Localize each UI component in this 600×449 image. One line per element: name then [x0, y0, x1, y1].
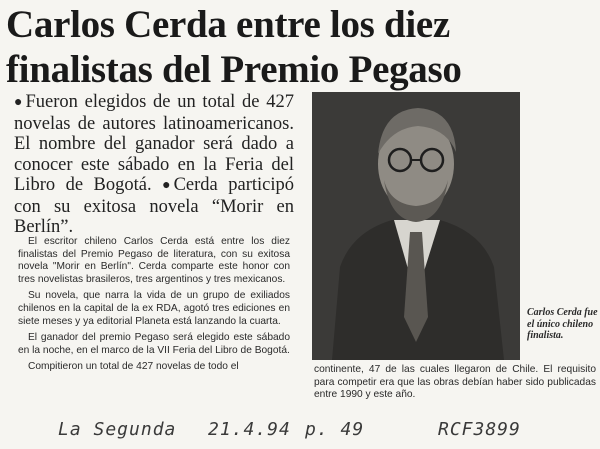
- handwritten-date: 21.4.94: [208, 419, 291, 440]
- body-paragraph: El escritor chileno Carlos Cerda está entre los diez finalistas del Premio Pegaso de literatura, con su exitosa novela "Morir en Berlín". Cerda comparte este honor con tres novelistas brasileros, tres argentinos y tres mexicanos.: [18, 236, 290, 285]
- body-paragraph: El ganador del premio Pegaso será elegido este sábado en la noche, en el marco de la VII Feria del Libro de Bogotá.: [18, 332, 290, 356]
- handwritten-annotation: [58, 415, 578, 445]
- article-continuation: continente, 47 de las cuales llegaron de Chile. El requisito para competir era que las obras debían haber sido publicadas entre 1990 y este año.: [314, 364, 596, 401]
- handwritten-archive-code: RCF3899: [438, 419, 521, 440]
- portrait-illustration: [312, 92, 520, 360]
- bullet-icon: ●: [14, 95, 23, 110]
- deck: [14, 92, 294, 238]
- bullet-icon: ●: [162, 178, 171, 193]
- portrait-photo: [312, 92, 520, 360]
- handwritten-page: p. 49: [305, 419, 365, 440]
- deck-point-2: Cerda participó con su exitosa novela “Morir en Berlín”.: [14, 175, 294, 237]
- photo-caption: Carlos Cerda fue el único chileno finalista.: [527, 307, 598, 341]
- body-paragraph: Su novela, que narra la vida de un grupo de exiliados chilenos en la capital de la ex RDA, agotó tres ediciones en siete meses y ya editorial Planeta está lanzando la cuarta.: [18, 290, 290, 327]
- deck-point-1: Fueron elegidos de un total de 427 novelas de autores latinoamericanos. El nombre del ganador será dado a conocer este sábado en la Feria del Libro de Bogotá.: [14, 92, 294, 195]
- body-paragraph: Compitieron un total de 427 novelas de todo el: [28, 361, 239, 373]
- handwritten-newspaper-name: La Segunda: [58, 419, 177, 440]
- article-body: [18, 236, 290, 378]
- headline: Carlos Cerda entre los diez finalistas del Premio Pegaso: [6, 3, 462, 91]
